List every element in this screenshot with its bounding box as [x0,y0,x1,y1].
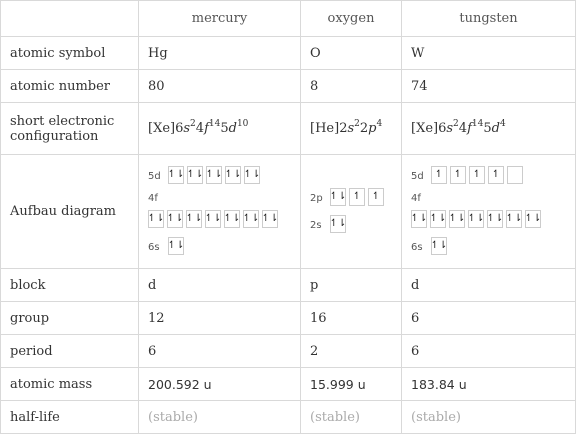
subshell-label: 6s [411,241,423,253]
config-subshell: $6s^2$ [175,119,196,136]
row-atomic-symbol [1,37,576,70]
config-mercury [139,103,301,155]
config-tungsten [402,103,576,155]
subshell-label: 5d [411,170,424,182]
config-electron-count: 14 [208,119,221,129]
orbital-box: ↿⇂ [168,237,184,255]
orbital-group [168,166,263,187]
orbital-group [411,210,544,231]
aufbau-diagram [148,163,291,261]
subshell-label: 4f [148,192,158,204]
cell-value: d [139,269,301,302]
row-label: group [1,302,139,335]
orbital-box: ↿⇂ [168,166,184,184]
row-label: atomic symbol [1,37,139,70]
subshell-row [411,166,566,187]
orbital-box: ↿ [349,188,365,206]
subshell-orbitals-row [411,210,566,231]
config-electron-count: 4 [376,119,383,129]
config-subshell: $5d^4$ [483,119,506,136]
orbital-box: ↿ [488,166,504,184]
cell-value: 80 [139,70,301,103]
orbital-box: ↿⇂ [468,210,484,228]
row-atomic-mass [1,368,576,401]
orbital-box: ↿⇂ [431,237,447,255]
header-corner [1,1,139,37]
config-electron-count: 4 [499,119,506,129]
cell-value: 12 [139,302,301,335]
row-label: short electronic configuration [1,103,139,155]
header-row [1,1,576,37]
cell-value: 8 [301,70,402,103]
header-mercury: mercury [139,1,301,37]
cell-value: 15.999 u [301,368,402,401]
subshell-label: 5d [148,170,161,182]
config-electron-count: 2 [354,119,360,129]
orbital-group [431,237,450,258]
config-electron-count: 2 [190,119,196,129]
cell-value: 2 [301,335,402,368]
row-label: atomic number [1,70,139,103]
subshell-row [411,193,566,204]
row-block [1,269,576,302]
subshell-orbitals-row [148,210,291,231]
orbital-box: ↿ [368,188,384,206]
header-tungsten: tungsten [402,1,576,37]
orbital-box: ↿⇂ [225,166,241,184]
cell-value: 16 [301,302,402,335]
orbital-box: ↿⇂ [525,210,541,228]
subshell-label: 2p [310,192,323,204]
orbital-box: ↿⇂ [244,166,260,184]
subshell-row [310,188,392,209]
orbital-group [168,237,187,258]
subshell-label: 2s [310,219,322,231]
cell-value: 200.592 u [139,368,301,401]
config-subshell: $2s^2$ [339,119,360,136]
subshell-row [148,166,291,187]
cell-value: O [301,37,402,70]
cell-value: 6 [402,302,576,335]
row-half-life [1,401,576,434]
row-electronic-configuration [1,103,576,155]
row-period [1,335,576,368]
orbital-box: ↿⇂ [506,210,522,228]
orbital-box: ↿⇂ [411,210,427,228]
row-label: atomic mass [1,368,139,401]
orbital-box: ↿⇂ [330,188,346,206]
config-subshell: $2p^4$ [359,119,383,136]
cell-value: 6 [139,335,301,368]
orbital-box: ↿⇂ [430,210,446,228]
orbital-box: ↿⇂ [148,210,164,228]
orbital-box: ↿⇂ [449,210,465,228]
cell-value: W [402,37,576,70]
orbital-box [507,166,523,184]
header-oxygen: oxygen [301,1,402,37]
subshell-label: 6s [148,241,160,253]
row-atomic-number [1,70,576,103]
orbital-box: ↿⇂ [330,215,346,233]
config-core: [Xe] [148,121,176,136]
row-label: block [1,269,139,302]
subshell-row [310,215,392,236]
config-subshell: $4f^{14}$ [458,119,484,136]
aufbau-diagram [411,163,566,261]
config-electron-count: 2 [453,119,459,129]
row-label: Aufbau diagram [1,155,139,269]
row-label: period [1,335,139,368]
orbital-box: ↿⇂ [224,210,240,228]
cell-value: p [301,269,402,302]
orbital-box: ↿⇂ [206,166,222,184]
config-oxygen [301,103,402,155]
cell-value: (stable) [402,401,576,434]
subshell-row [148,237,291,258]
orbital-group [148,210,281,231]
config-electron-count: 14 [471,119,484,129]
orbital-box: ↿⇂ [487,210,503,228]
subshell-row [411,237,566,258]
config-core: [He] [310,121,340,136]
config-core: [Xe] [411,121,439,136]
aufbau-oxygen [301,155,402,269]
orbital-box: ↿⇂ [167,210,183,228]
cell-value: Hg [139,37,301,70]
row-aufbau-diagram [1,155,576,269]
orbital-box: ↿ [431,166,447,184]
cell-value: (stable) [139,401,301,434]
row-group [1,302,576,335]
orbital-box: ↿⇂ [205,210,221,228]
cell-value: 74 [402,70,576,103]
config-subshell: $5d^{10}$ [220,119,249,136]
cell-value: d [402,269,576,302]
row-label: half-life [1,401,139,434]
aufbau-tungsten [402,155,576,269]
subshell-label: 4f [411,192,421,204]
config-subshell: $6s^2$ [438,119,459,136]
orbital-box: ↿⇂ [243,210,259,228]
cell-value: 183.84 u [402,368,576,401]
orbital-group [431,166,526,187]
config-subshell: $4f^{14}$ [195,119,221,136]
cell-value: 6 [402,335,576,368]
orbital-box: ↿⇂ [187,166,203,184]
config-electron-count: 10 [236,119,249,129]
aufbau-mercury [139,155,301,269]
aufbau-diagram [310,185,392,239]
orbital-box: ↿⇂ [186,210,202,228]
cell-value: (stable) [301,401,402,434]
orbital-box: ↿ [450,166,466,184]
orbital-box: ↿⇂ [262,210,278,228]
subshell-row [148,193,291,204]
orbital-box: ↿ [469,166,485,184]
